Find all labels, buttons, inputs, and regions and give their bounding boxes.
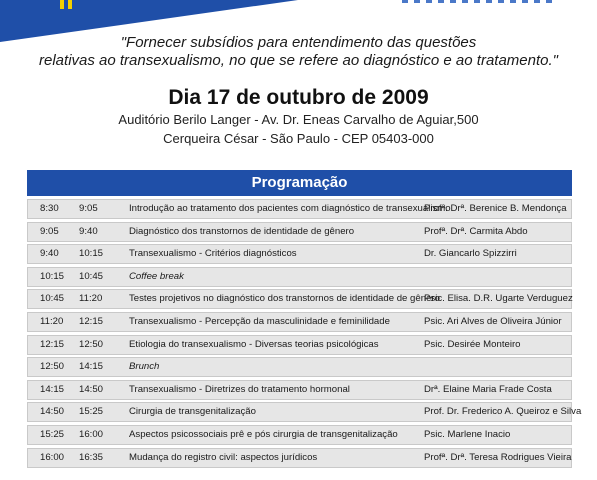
session-topic: Transexualismo - Critérios diagnósticos <box>129 248 297 260</box>
session-end-time: 10:45 <box>79 270 104 282</box>
session-start-time: 8:30 <box>40 203 59 214</box>
session-end-time: 12:15 <box>79 315 104 327</box>
session-start-time: 14:50 <box>40 406 65 418</box>
session-end-time: 14:50 <box>79 383 104 395</box>
session-speaker: Profª. Drª. Teresa Rodrigues Vieira <box>424 451 572 463</box>
objective-line-1: "Fornecer subsídios para entendimento das questões <box>120 34 477 51</box>
decorative-stripes <box>402 0 552 3</box>
session-end-time: 14:15 <box>79 361 104 373</box>
session-start-time: 10:45 <box>40 293 65 305</box>
schedule-row <box>27 244 572 264</box>
session-topic: Etiologia do transexualismo - Diversas teorias psicológicas <box>129 338 379 350</box>
session-start-time: 15:25 <box>40 428 65 440</box>
session-start-time: 10:15 <box>40 270 65 282</box>
session-speaker: Dr. Giancarlo Spizzirri <box>424 248 517 260</box>
session-speaker: Psic. Ari Alves de Oliveira Júnior <box>424 315 562 327</box>
schedule-row <box>27 289 572 309</box>
program-schedule <box>27 199 582 470</box>
event-date: Dia 17 de outubro de 2009 <box>168 86 429 109</box>
session-topic: Aspectos psicossociais prê e pós cirurgia de transgenitalização <box>129 428 398 440</box>
schedule-row-break <box>27 267 572 287</box>
objective-line-2: relativas ao transexualismo, no que se refere ao diagnóstico e ao tratamento." <box>39 52 558 69</box>
event-venue: Auditório Berilo Langer - Av. Dr. Eneas Carvalho de Aguiar,500 <box>118 112 479 127</box>
banner-accent-mark <box>60 0 64 9</box>
session-topic: Introdução ao tratamento dos pacientes com diagnóstico de transexualismo <box>129 203 451 214</box>
schedule-row <box>27 402 582 422</box>
session-start-time: 9:40 <box>40 248 59 260</box>
session-start-time: 16:00 <box>40 451 65 463</box>
session-end-time: 11:20 <box>79 293 103 305</box>
session-topic: Transexualismo - Percepção da masculinidade e feminilidade <box>129 315 390 327</box>
session-end-time: 9:40 <box>79 225 98 237</box>
session-speaker: Drª. Elaine Maria Frade Costa <box>424 383 552 395</box>
schedule-row <box>27 380 572 400</box>
session-start-time: 11:20 <box>40 315 64 327</box>
banner-accent-mark <box>68 0 72 9</box>
session-topic: Transexualismo - Diretrizes do tratamento hormonal <box>129 383 350 395</box>
session-start-time: 12:15 <box>40 338 65 350</box>
session-topic: Diagnóstico dos transtornos de identidade de gênero <box>129 225 355 237</box>
session-speaker: Profª. Drª. Berenice B. Mendonça <box>424 203 567 214</box>
schedule-row <box>27 222 572 242</box>
session-topic: Brunch <box>129 361 160 373</box>
session-speaker: Profª. Drª. Carmita Abdo <box>424 225 528 237</box>
schedule-row <box>27 425 572 445</box>
schedule-row <box>27 312 572 332</box>
schedule-row-break <box>27 357 572 377</box>
session-end-time: 16:00 <box>79 428 104 440</box>
session-topic: Coffee break <box>129 270 184 282</box>
session-speaker: Psic. Elisa. D.R. Ugarte Verduguez <box>424 293 573 305</box>
session-speaker: Prof. Dr. Frederico A. Queiroz e Silva <box>424 406 582 418</box>
schedule-row <box>27 199 572 219</box>
session-topic: Mudança do registro civil: aspectos jurídicos <box>129 451 318 463</box>
session-topic: Testes projetivos no diagnóstico dos transtornos de identidade de gênero <box>129 293 440 305</box>
schedule-row <box>27 335 572 355</box>
session-end-time: 12:50 <box>79 338 104 350</box>
session-start-time: 9:05 <box>40 225 59 237</box>
session-start-time: 14:15 <box>40 383 65 395</box>
session-start-time: 12:50 <box>40 361 65 373</box>
session-end-time: 9:05 <box>79 203 98 214</box>
session-topic: Cirurgia de transgenitalização <box>129 406 256 418</box>
program-title: Programação <box>27 170 572 196</box>
session-end-time: 10:15 <box>79 248 104 260</box>
schedule-row <box>27 448 572 468</box>
session-end-time: 15:25 <box>79 406 104 418</box>
session-end-time: 16:35 <box>79 451 104 463</box>
event-address: Cerqueira César - São Paulo - CEP 05403-000 <box>163 131 434 146</box>
session-speaker: Psic. Marlene Inacio <box>424 428 511 440</box>
session-speaker: Psic. Desirée Monteiro <box>424 338 521 350</box>
